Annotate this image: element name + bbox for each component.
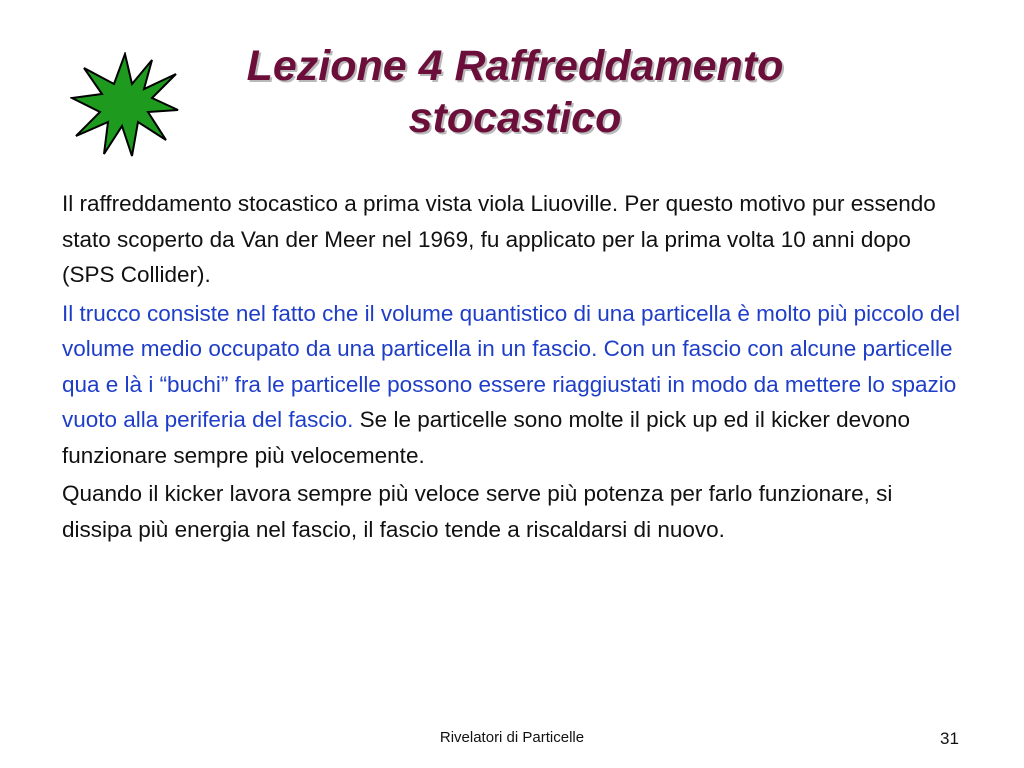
slide-title <box>170 40 860 144</box>
star-icon <box>70 52 180 160</box>
title-line-1: Lezione 4 Raffreddamento <box>246 42 784 90</box>
paragraph-1: Il raffreddamento stocastico a prima vista viola Liuoville. Per questo motivo pur essendo stato scoperto da Van der Meer nel 1969, fu applicato per la prima volta 10 anni dopo (SPS Collider). <box>62 191 936 287</box>
page-number: 31 <box>940 729 959 748</box>
paragraph-3: Quando il kicker lavora sempre più veloce serve più potenza per farlo funzionare, si dissipa più energia nel fascio, il fascio tende a riscaldarsi di nuovo. <box>62 481 893 542</box>
title-line-2: stocastico <box>408 94 622 142</box>
paragraph-2-highlight: Il trucco consiste nel fatto che il volume quantistico di una particella è molto più piccolo del volume medio occupato da una particella in un fascio. Con un fascio con alcune particelle qua e là i “buchi” fra le particelle possono essere riaggiustati in modo da mettere lo spazio vuoto alla periferia del fascio. <box>62 300 960 432</box>
paragraph-2 <box>62 296 967 474</box>
slide-body <box>62 186 967 550</box>
star-shape <box>72 54 178 156</box>
footer-title: Rivelatori di Particelle <box>439 729 585 746</box>
paragraph-2-rest: Se le particelle sono molte il pick up ed il kicker devono funzionare sempre più velocemente. <box>62 407 910 468</box>
